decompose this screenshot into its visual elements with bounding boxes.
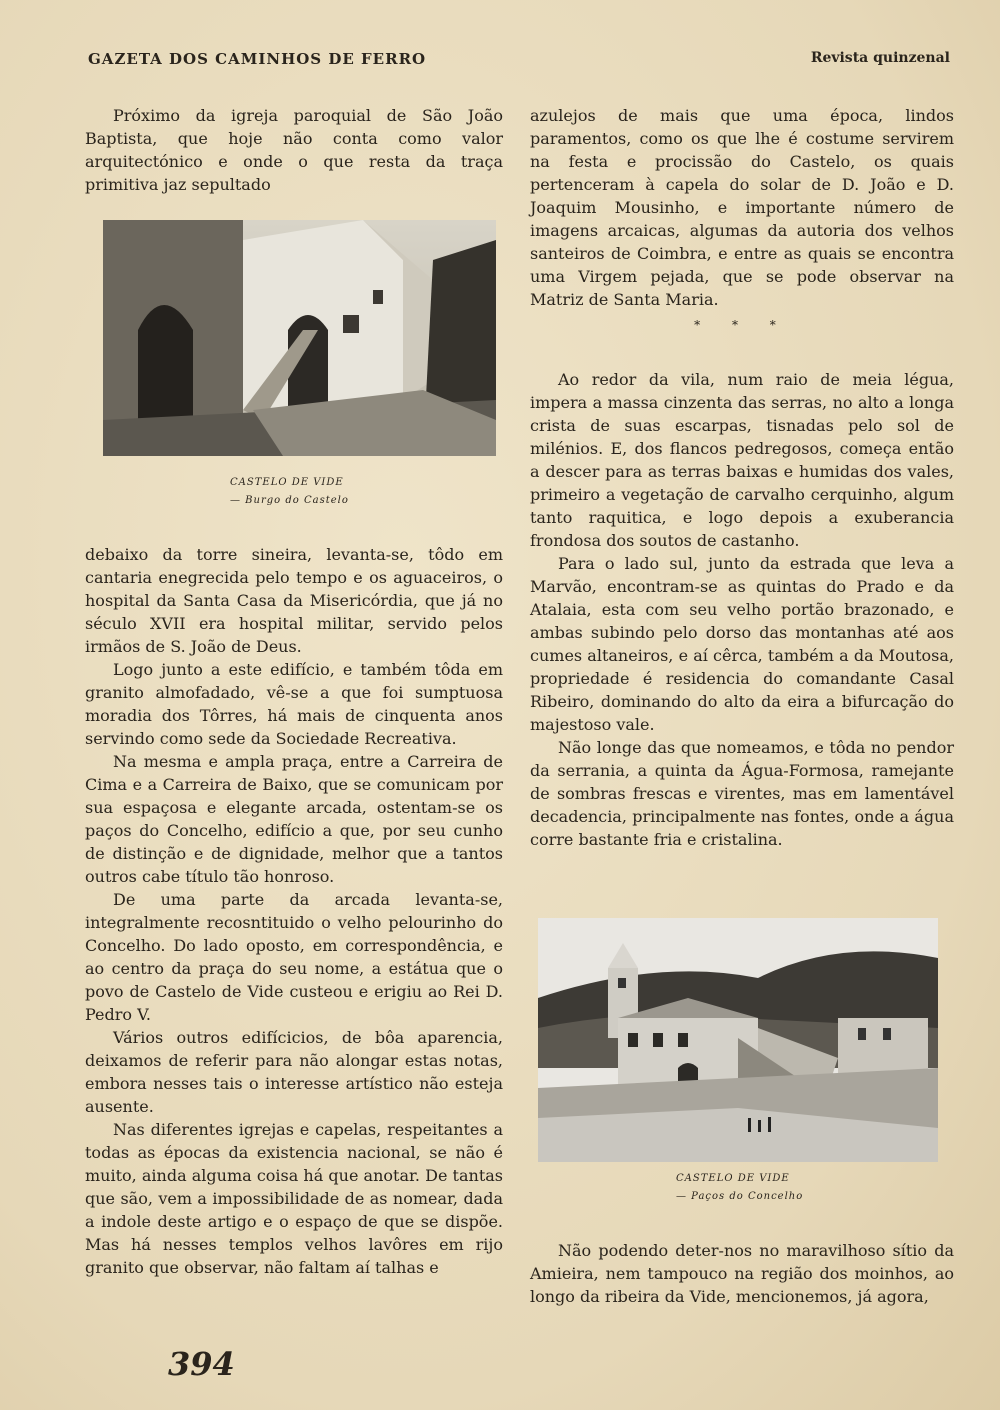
left-column-top bbox=[85, 104, 503, 196]
publication-subtitle: Revista quinzenal bbox=[810, 50, 950, 66]
right-column-bottom bbox=[530, 1239, 954, 1308]
photo-pacos-do-concelho bbox=[538, 918, 938, 1162]
caption-subtitle: — Paços do Concelho bbox=[676, 1191, 804, 1202]
page-number: 394 bbox=[168, 1345, 235, 1383]
paragraph: Na mesma e ampla praça, entre a Carreira de Cima e a Carreira de Baixo, que se comunicam por sua espaçosa e elegante arcada, ostentam-se os paços do Concelho, edifício a que, por seu cunho de distinção e de dignidade, melhor que a tantos outros cabe título tão honroso. bbox=[85, 752, 503, 886]
paragraph: De uma parte da arcada levanta-se, integralmente recosntituido o velho pelourinho do Concelho. Do lado oposto, em correspondência, e ao centro da praça do seu nome, a estátua que o povo de Castelo de Vide custeou e erigiu ao Rei D. Pedro V. bbox=[85, 890, 503, 1024]
paragraph: Ao redor da vila, num raio de meia légua, impera a massa cinzenta das serras, no alto a longa crista de suas escarpas, tisnadas pelo sol de milénios. E, dos flancos pedregosos, começa então a descer para as terras baixas e humidas dos vales, primeiro a vegetação de carvalho cerquinho, algum tanto raquitica, e logo depois a exuberancia frondosa dos soutos de castanho. bbox=[530, 370, 954, 550]
caption-title: CASTELO DE VIDE bbox=[230, 477, 344, 488]
paragraph: azulejos de mais que uma época, lindos paramentos, como os que lhe é costume servirem na festa e procissão do Castelo, os quais pertenceram à capela do solar de D. João e D. Joaquim Mousinho, e importante número de imagens arcaicas, algumas da autoria dos velhos santeiros de Coimbra, e entre as quais se encontra uma Virgem pejada, que se pode observar na Matriz de Santa Maria. bbox=[530, 106, 954, 309]
paragraph: Nas diferentes igrejas e capelas, respeitantes a todas as épocas da existencia nacional, se não é muito, ainda alguma coisa há que anotar. De tantas que são, vem a impossibilidade de as nomear, dada a indole deste artigo e o espaço de que se dispõe. Mas há nesses templos velhos lavôres em rijo granito que observar, não faltam aí talhas e bbox=[85, 1120, 503, 1277]
caption-title: CASTELO DE VIDE bbox=[676, 1173, 790, 1184]
paragraph: debaixo da torre sineira, levanta-se, tôdo em cantaria enegrecida pelo tempo e os aguaceiros, o hospital da Santa Casa da Misericórdia, que já no século XVII era hospital militar, servido pelos irmãos de S. João de Deus. bbox=[85, 545, 503, 656]
paragraph: Não podendo deter-nos no maravilhoso sítio da Amieira, nem tampouco na região dos moinhos, ao longo da ribeira da Vide, mencionemos, já agora, bbox=[530, 1241, 954, 1306]
caption-subtitle: — Burgo do Castelo bbox=[230, 495, 349, 506]
paragraph: Não longe das que nomeamos, e tôda no pendor da serrania, a quinta da Água-Formosa, ramejante de sombras frescas e virentes, mas em lamentável decadencia, principalmente nas fontes, onde a água corre bastante fria e cristalina. bbox=[530, 738, 954, 849]
paragraph: Logo junto a este edifício, e também tôda em granito almofadado, vê-se a que foi sumptuosa moradia dos Tôrres, há mais de cinquenta anos servindo como sede da Sociedade Recreativa. bbox=[85, 660, 503, 748]
photo-caption bbox=[230, 474, 349, 510]
paragraph: Para o lado sul, junto da estrada que leva a Marvão, encontram-se as quintas do Prado e da Atalaia, esta com seu velho portão brazonado, e ambas subindo pelo dorso das montanhas até aos cumes altaneiros, e aí cêrca, também a da Moutosa, propriedade é residencia do comandante Casal Ribeiro, dominando do alto da eira a bifurcação do majestoso vale. bbox=[530, 554, 954, 734]
left-column-body bbox=[85, 543, 503, 1279]
right-column-top bbox=[530, 104, 954, 311]
publication-title: GAZETA DOS CAMINHOS DE FERRO bbox=[88, 50, 427, 68]
photo-caption bbox=[676, 1170, 803, 1206]
paragraph: Próximo da igreja paroquial de São João Baptista, que hoje não conta como valor arquitectónico e onde o que resta da traça primitiva jaz sepultado bbox=[85, 106, 503, 194]
photo-burgo-do-castelo bbox=[103, 220, 496, 456]
right-column-body bbox=[530, 368, 954, 851]
section-separator: * * * bbox=[694, 318, 790, 332]
paragraph: Vários outros edifícicios, de bôa aparencia, deixamos de referir para não alongar estas notas, embora nesses tais o interesse artístico não esteja ausente. bbox=[85, 1028, 503, 1116]
